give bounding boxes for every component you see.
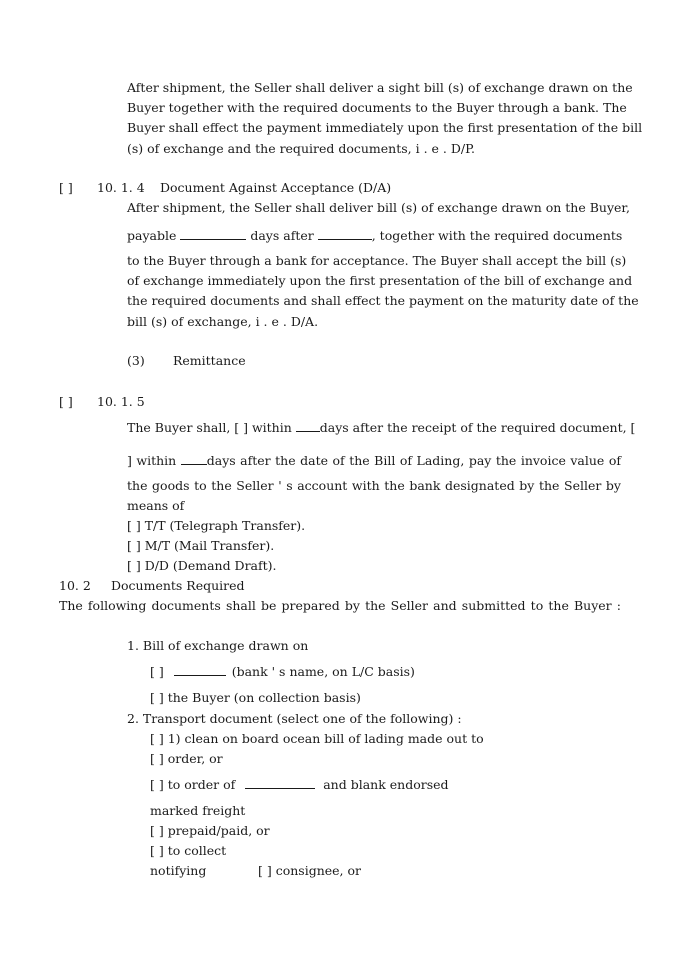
item1a-checkbox[interactable]: [ ] bbox=[150, 664, 164, 679]
da-line2c: , together with the required documents bbox=[371, 228, 623, 243]
notify-consignee[interactable]: [ ] consignee, or bbox=[258, 863, 361, 878]
da-line2 bbox=[127, 228, 621, 244]
da-line2b: days after bbox=[250, 228, 314, 243]
rem-line1a: The Buyer shall, [ ] within bbox=[127, 420, 292, 435]
para1-line3: Buyer shall effect the payment immediately upon the first presentation of the bill bbox=[127, 120, 643, 135]
bank-name-blank[interactable] bbox=[174, 664, 226, 676]
remittance-label: Remittance bbox=[173, 353, 246, 368]
freight-prepaid[interactable]: [ ] prepaid/paid, or bbox=[150, 823, 270, 838]
item2c-label[interactable]: [ ] to order of bbox=[150, 777, 236, 792]
payable-blank[interactable] bbox=[180, 228, 246, 240]
docs-number: 10. 2 bbox=[59, 578, 91, 593]
para1-line4: (s) of exchange and the required documents, i . e . D/P. bbox=[127, 141, 475, 156]
within-days-blank-1[interactable] bbox=[296, 420, 320, 432]
da-line5: the required documents and shall effect the payment on the maturity date of the bbox=[127, 293, 639, 308]
rem-line3: the goods to the Seller ' s account with the bank designated by the Seller by bbox=[127, 478, 621, 493]
doc-item1a[interactable] bbox=[150, 664, 415, 680]
remit-option-dd[interactable]: [ ] D/D (Demand Draft). bbox=[127, 558, 277, 573]
rem-number: 10. 1. 5 bbox=[97, 394, 145, 409]
doc-item1b[interactable]: [ ] the Buyer (on collection basis) bbox=[150, 690, 361, 705]
da-number: 10. 1. 4 bbox=[97, 180, 145, 195]
within-days-blank-2[interactable] bbox=[181, 453, 207, 465]
docs-intro: The following documents shall be prepared by the Seller and submitted to the Buyer : bbox=[59, 598, 621, 613]
rem-line1 bbox=[127, 420, 636, 436]
da-line3: to the Buyer through a bank for acceptance. The Buyer shall accept the bill (s) bbox=[127, 253, 627, 268]
rem-line1b: days after the receipt of the required document, [ bbox=[319, 420, 636, 435]
doc-item2b[interactable]: [ ] order, or bbox=[150, 751, 223, 766]
doc-item2c[interactable] bbox=[150, 777, 449, 793]
doc-item1: 1. Bill of exchange drawn on bbox=[127, 638, 309, 653]
rem-line2 bbox=[127, 453, 621, 469]
da-checkbox[interactable]: [ ] bbox=[59, 180, 73, 195]
docs-title: Documents Required bbox=[111, 578, 245, 593]
da-line1: After shipment, the Seller shall deliver bill (s) of exchange drawn on the Buyer, bbox=[127, 200, 631, 215]
doc-item2a[interactable]: [ ] 1) clean on board ocean bill of lading made out to bbox=[150, 731, 484, 746]
remit-option-tt[interactable]: [ ] T/T (Telegraph Transfer). bbox=[127, 518, 306, 533]
da-line4: of exchange immediately upon the first presentation of the bill of exchange and bbox=[127, 273, 633, 288]
item1a-label: (bank ' s name, on L/C basis) bbox=[231, 664, 415, 679]
notifying-label: notifying bbox=[150, 863, 207, 878]
doc-item2: 2. Transport document (select one of the following) : bbox=[127, 711, 462, 726]
rem-line4: means of bbox=[127, 498, 185, 513]
rem-line2b: days after the date of the Bill of Lading, pay the invoice value of bbox=[206, 453, 621, 468]
rem-checkbox[interactable]: [ ] bbox=[59, 394, 73, 409]
marked-freight: marked freight bbox=[150, 803, 246, 818]
days-after-blank[interactable] bbox=[318, 228, 372, 240]
da-title: Document Against Acceptance (D/A) bbox=[160, 180, 392, 195]
order-of-blank[interactable] bbox=[245, 777, 315, 789]
rem-line2a: ] within bbox=[127, 453, 177, 468]
da-line6: bill (s) of exchange, i . e . D/A. bbox=[127, 314, 319, 329]
remittance-number: (3) bbox=[127, 353, 145, 368]
freight-collect[interactable]: [ ] to collect bbox=[150, 843, 227, 858]
item2c-endorsed: and blank endorsed bbox=[323, 777, 449, 792]
para1-line1: After shipment, the Seller shall deliver a sight bill (s) of exchange drawn on the bbox=[127, 80, 633, 95]
remit-option-mt[interactable]: [ ] M/T (Mail Transfer). bbox=[127, 538, 275, 553]
para1-line2: Buyer together with the required documents to the Buyer through a bank. The bbox=[127, 100, 627, 115]
da-line2a: payable bbox=[127, 228, 177, 243]
